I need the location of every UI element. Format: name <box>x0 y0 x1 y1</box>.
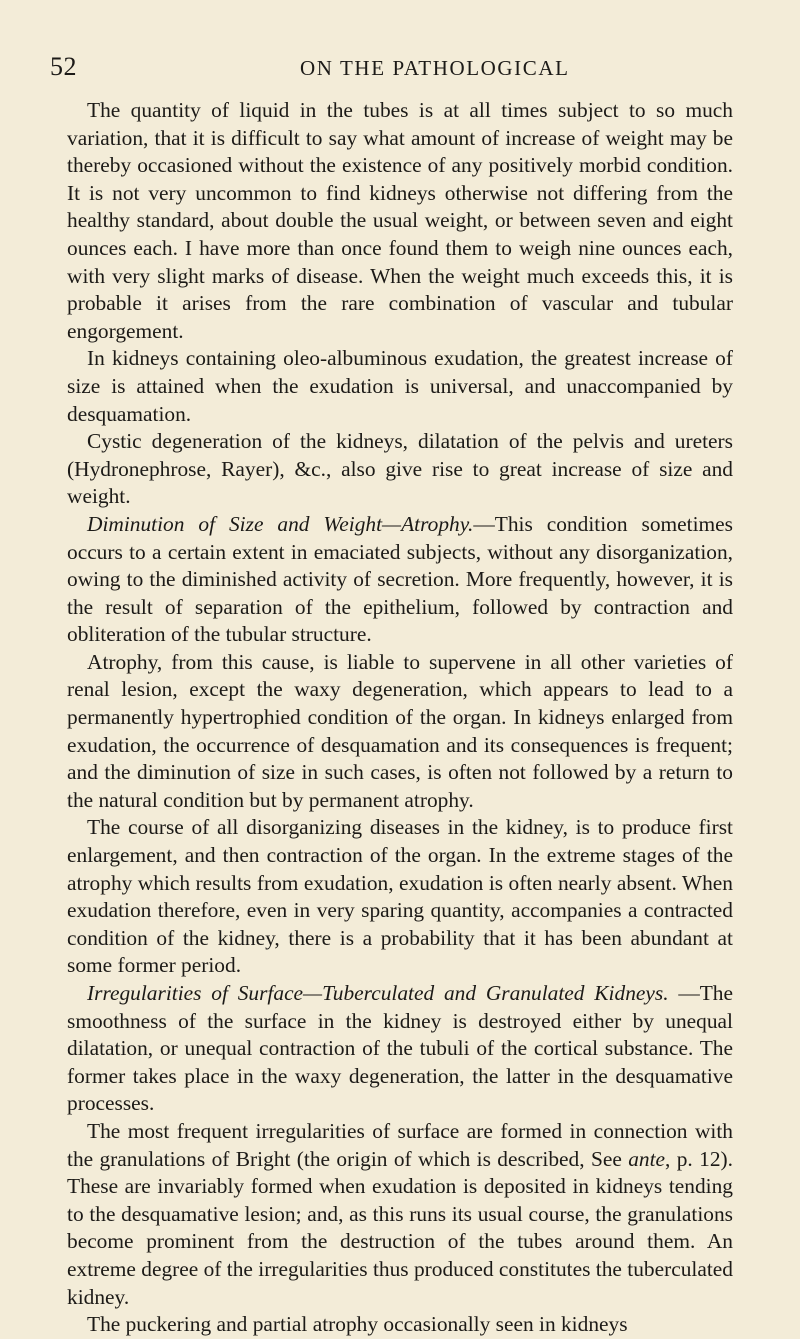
paragraph-text-after: , p. 12). These are invariably formed when exudation is deposited in kidneys tending to the desquamative lesion; and, as this runs its usual course, the granulations become prominent from the destruction of the tubes around them. An extreme degree of the irregularities thus produced constitutes the tuberculated kidney. <box>67 1146 733 1309</box>
running-title: ON THE PATHOLOGICAL <box>300 56 570 80</box>
page-header <box>50 48 750 82</box>
paragraph-text: Cystic degeneration of the kidneys, dilatation of the pelvis and ureters (Hydronephrose, Rayer), &c., also give rise to great increase of size and weight. <box>67 429 733 509</box>
body-text <box>67 97 733 1339</box>
paragraph-atrophy-cause <box>67 649 733 815</box>
section-heading-irregularities: Irregularities of Surface—Tuberculated and Granulated Kidneys. <box>87 981 669 1005</box>
paragraph-text: In kidneys containing oleo-albuminous exudation, the greatest increase of size is attained when the exudation is universal, and unaccompanied by desquamation. <box>67 346 733 426</box>
paragraph-text: The puckering and partial atrophy occasionally seen in kidneys <box>87 1312 628 1337</box>
section-heading-atrophy: Diminution of Size and Weight—Atrophy. <box>87 511 474 536</box>
paragraph-text: —The smoothness of the surface in the kidney is destroyed either by unequal dilatation, or unequal contraction of the tubuli of the cortical substance. The former takes place in the waxy degeneration, the latter in the desquamative processes. <box>67 981 733 1116</box>
paragraph-text: The course of all disorganizing diseases in the kidney, is to produce first enlargement, and then contraction of the organ. In the extreme stages of the atrophy which results from exudation, exudation is often nearly absent. When exudation therefore, even in very sparing quantity, accompanies a contracted condition of the kidney, there is a probability that it has been abundant at some former period. <box>67 815 733 978</box>
paragraph-puckering <box>67 1311 733 1339</box>
italic-ante: ante <box>628 1146 666 1171</box>
paragraph-text-before: The most frequent irregularities of surface are formed in connection with the granulations of Bright (the origin of which is described, See <box>67 1118 733 1171</box>
paragraph-text: The quantity of liquid in the tubes is at all times subject to so much variation, that it is difficult to say what amount of increase of weight may be thereby occasioned without the existence of any positively morbid condition. It is not very uncommon to find kidneys otherwise not differing from the healthy standard, about double the usual weight, or between seven and eight ounces each. I have more than once found them to weigh nine ounces each, with very slight marks of disease. When the weight much exceeds this, it is probable it arises from the rare combination of vascular and tubular engorgement. <box>67 98 733 343</box>
paragraph-text: Atrophy, from this cause, is liable to supervene in all other varieties of renal lesion, except the waxy degeneration, which appears to lead to a permanently hypertrophied condition of the organ. In kidneys enlarged from exudation, the occurrence of desquamation and its consequences is frequent; and the diminution of size in such cases, is often not followed by a return to the natural condition but by permanent atrophy. <box>67 649 733 812</box>
paragraph-disorganizing-diseases <box>67 814 733 980</box>
paragraph-granulations <box>67 1118 733 1311</box>
paragraph-liquid-in-tubes <box>67 97 733 345</box>
paragraph-text: —This condition sometimes occurs to a certain extent in emaciated subjects, without any disorganization, owing to the diminished activity of secretion. More frequently, however, it is the result of separation of the epithelium, followed by contraction and obliteration of the tubular structure. <box>67 511 733 647</box>
paragraph-oleo-albuminous <box>67 345 733 428</box>
paragraph-atrophy-heading <box>67 511 733 649</box>
paragraph-irregularities-heading <box>67 980 733 1118</box>
paragraph-cystic-degeneration <box>67 428 733 511</box>
page-number: 52 <box>50 52 77 81</box>
